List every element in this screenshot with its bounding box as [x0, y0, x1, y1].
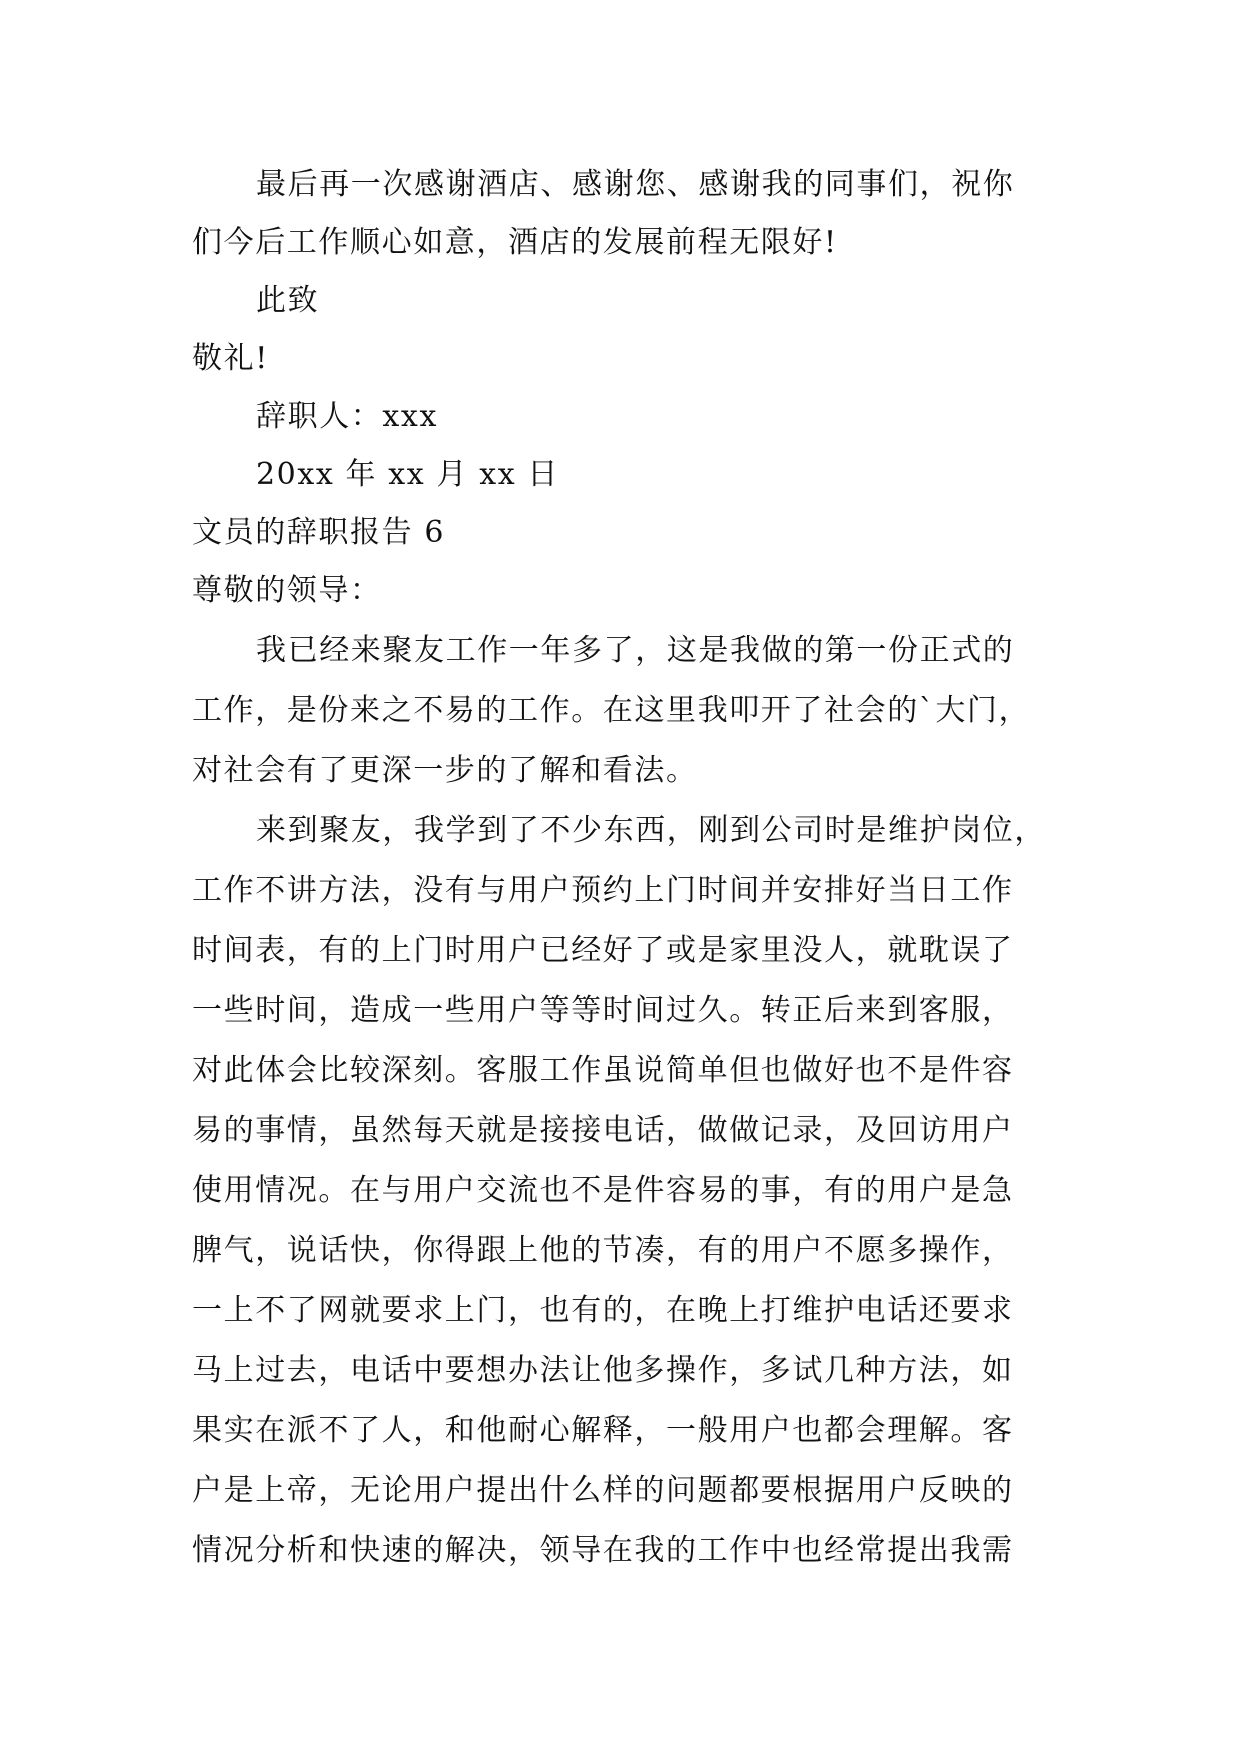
paragraph-line: 易的事情，虽然每天就是接接电话，做做记录，及回访用户 [192, 1113, 1014, 1148]
paragraph-line: 果实在派不了人，和他耐心解释，一般用户也都会理解。客 [192, 1413, 1014, 1448]
paragraph-line: 马上过去，电话中要想办法让他多操作，多试几种方法，如 [192, 1353, 1014, 1388]
paragraph-line: 对社会有了更深一步的了解和看法。 [192, 753, 698, 788]
paragraph-line: 们今后工作顺心如意，酒店的发展前程无限好! [192, 225, 838, 260]
paragraph-line: 情况分析和快速的解决，领导在我的工作中也经常提出我需 [192, 1533, 1014, 1568]
paragraph-line: 工作不讲方法，没有与用户预约上门时间并安排好当日工作 [192, 873, 1014, 908]
salutation-closing: 敬礼! [192, 341, 269, 376]
paragraph-line: 一上不了网就要求上门，也有的，在晚上打维护电话还要求 [192, 1293, 1014, 1328]
signature-date: 20xx 年 xx 月 xx 日 [256, 457, 559, 492]
closing-phrase: 此致 [256, 283, 320, 318]
paragraph-line: 我已经来聚友工作一年多了，这是我做的第一份正式的 [256, 633, 1015, 668]
paragraph-line: 最后再一次感谢酒店、感谢您、感谢我的同事们，祝你 [256, 167, 1015, 202]
paragraph-line: 工作，是份来之不易的工作。在这里我叩开了社会的`大门， [192, 693, 1031, 728]
paragraph-line: 时间表，有的上门时用户已经好了或是家里没人，就耽误了 [192, 933, 1014, 968]
paragraph-line: 来到聚友，我学到了不少东西，刚到公司时是维护岗位， [256, 813, 1046, 848]
paragraph-line: 脾气，说话快，你得跟上他的节凑，有的用户不愿多操作， [192, 1233, 1014, 1268]
greeting: 尊敬的领导： [192, 573, 382, 608]
paragraph-line: 一些时间，造成一些用户等等时间过久。转正后来到客服， [192, 993, 1014, 1028]
paragraph-line: 使用情况。在与用户交流也不是件容易的事，有的用户是急 [192, 1173, 1014, 1208]
paragraph-line: 对此体会比较深刻。客服工作虽说简单但也做好也不是件容 [192, 1053, 1014, 1088]
paragraph-line: 户是上帝，无论用户提出什么样的问题都要根据用户反映的 [192, 1473, 1014, 1508]
signer-name: 辞职人：xxx [256, 399, 438, 434]
section-title: 文员的辞职报告 6 [192, 515, 446, 550]
